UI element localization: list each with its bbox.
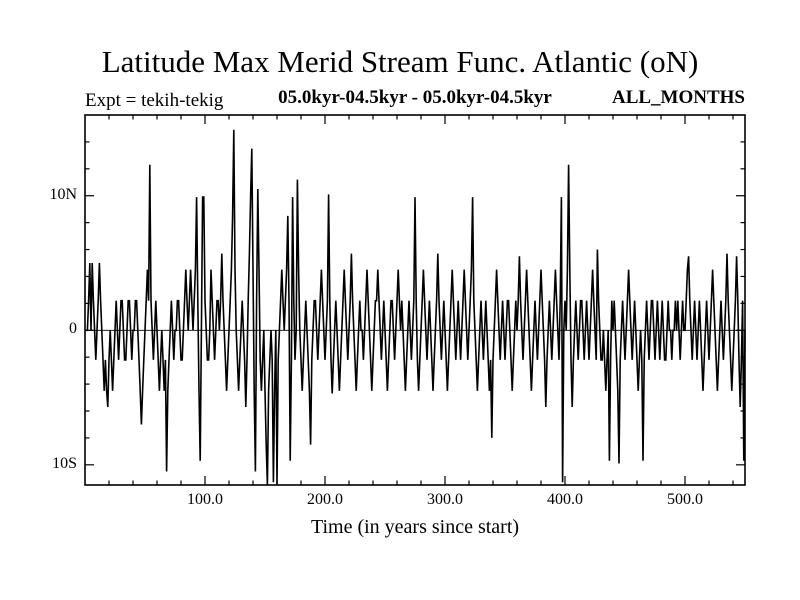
- x-tick-label: 200.0: [307, 491, 343, 508]
- period-label: 05.0kyr-04.5kyr - 05.0kyr-04.5kyr: [278, 87, 552, 108]
- x-tick-label: 400.0: [547, 491, 583, 508]
- y-tick-label: 10N: [49, 185, 77, 203]
- y-tick-label: 0: [69, 320, 77, 338]
- x-tick-label: 100.0: [187, 491, 223, 508]
- x-tick-label: 300.0: [427, 491, 463, 508]
- data-series-line: [86, 130, 745, 485]
- chart-title: Latitude Max Merid Stream Func. Atlantic (oN): [101, 44, 699, 79]
- x-axis-title: Time (in years since start): [310, 516, 520, 538]
- months-label: ALL_MONTHS: [611, 87, 745, 108]
- experiment-label: Expt = tekih-tekig: [85, 90, 224, 111]
- x-tick-label: 500.0: [667, 491, 703, 508]
- y-tick-label: 10S: [52, 454, 77, 472]
